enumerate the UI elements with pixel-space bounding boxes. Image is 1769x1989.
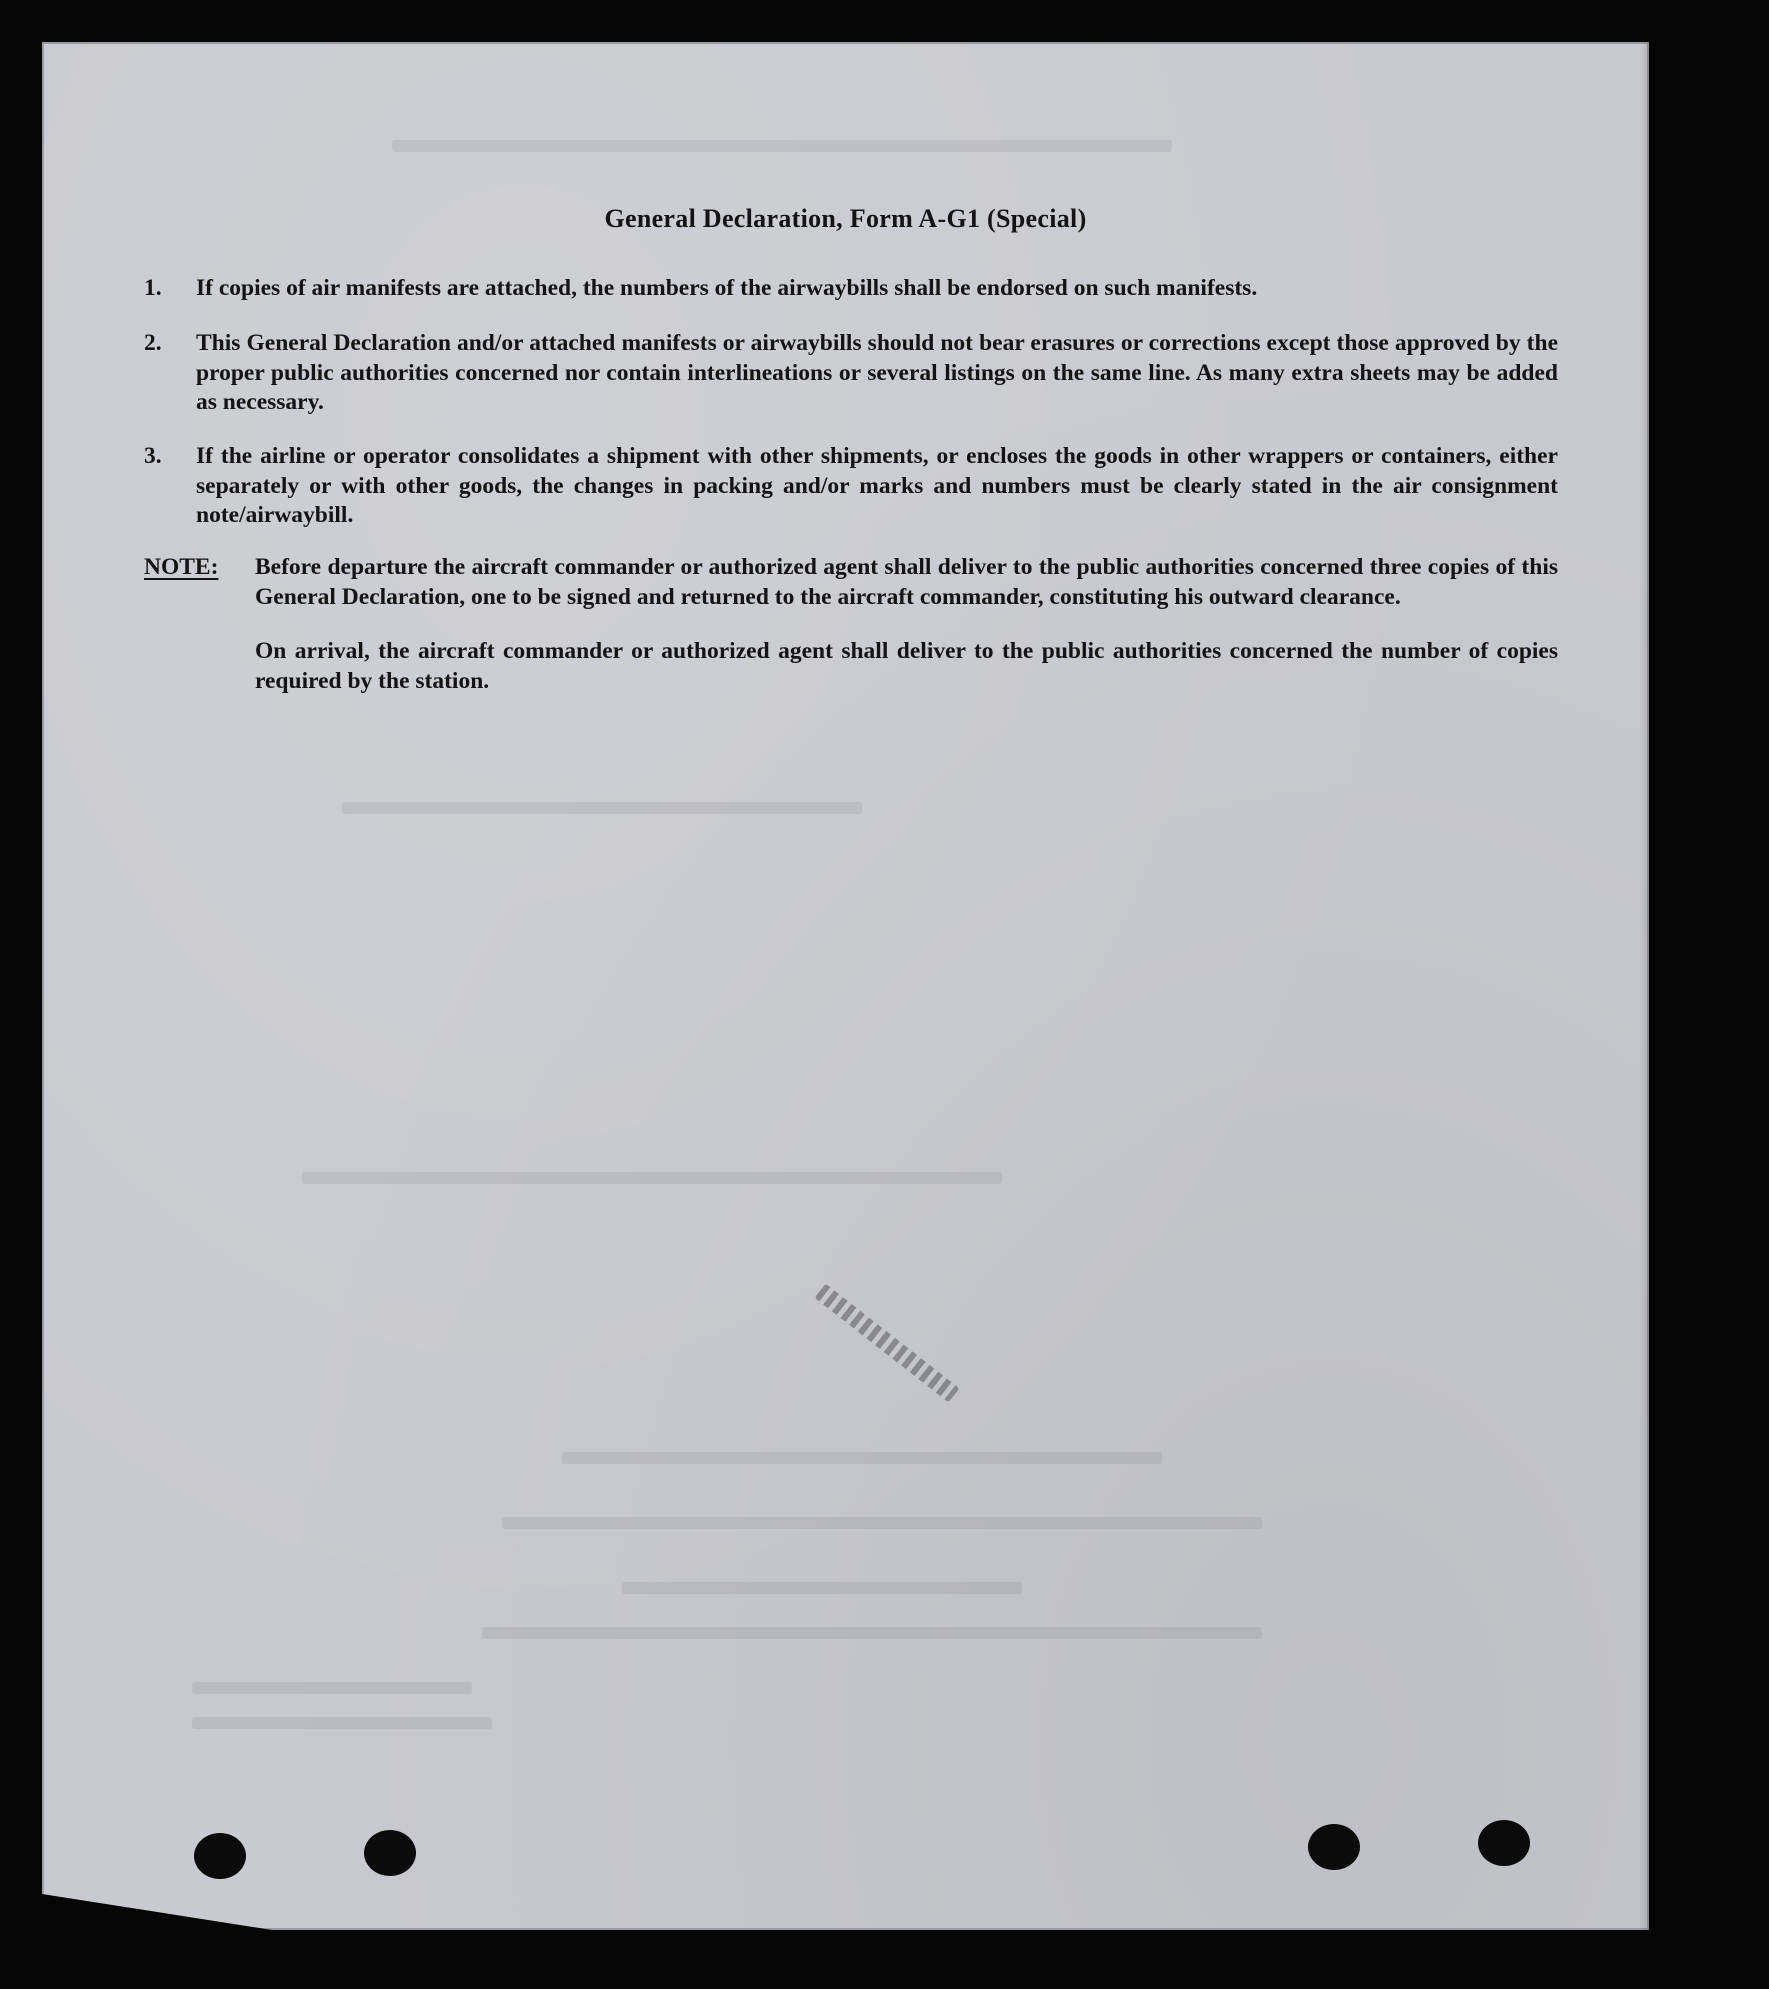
item-number: 2.: [144, 330, 162, 356]
bleed-through-mark: [502, 1517, 1262, 1529]
item-text: If copies of air manifests are attached, the numbers of the airwaybills shall be endorsed on such manifests.: [196, 275, 1258, 301]
instruction-item-2: [144, 329, 1558, 418]
item-text: This General Declaration and/or attached manifests or airwaybills should not bear erasures or corrections except those approved by the proper public authorities concerned nor contain interlineations or several listings on the same line. As many extra sheets may be added as necessary.: [196, 330, 1558, 415]
item-number: 1.: [144, 275, 162, 301]
page-edge-shadow: [1639, 42, 1649, 1930]
torn-corner: [42, 1880, 272, 1930]
page-title: General Declaration, Form A-G1 (Special): [604, 204, 1087, 233]
item-text: If the airline or operator consolidates a shipment with other shipments, or encloses the goods in other wrappers or containers, either separately or with other goods, the changes in packing and/or marks and numbers must be clearly stated in the air consignment note/airwaybill.: [196, 443, 1558, 528]
bleed-through-mark: [622, 1582, 1022, 1594]
bleed-through-mark: [392, 140, 1172, 152]
note-label: NOTE:: [144, 554, 219, 580]
note-section: [144, 553, 1558, 696]
instruction-item-3: [144, 442, 1558, 531]
punch-hole: [1308, 1824, 1360, 1870]
bleed-through-mark: [562, 1452, 1162, 1464]
instruction-item-1: [144, 274, 1558, 304]
note-paragraph-2: On arrival, the aircraft commander or authorized agent shall deliver to the public authorities concerned the number of copies required by the station.: [255, 638, 1558, 694]
faint-stamp-mark: [814, 1284, 959, 1403]
punch-hole: [194, 1833, 246, 1879]
bleed-through-mark: [302, 1172, 1002, 1184]
punch-hole: [1478, 1820, 1530, 1866]
bleed-through-mark: [342, 802, 862, 814]
note-paragraph-1: Before departure the aircraft commander or authorized agent shall deliver to the public authorities concerned three copies of this General Declaration, one to be signed and returned to the aircraft commander, constituting his outward clearance.: [255, 554, 1558, 610]
bleed-through-mark: [482, 1627, 1262, 1639]
document-page: [42, 42, 1649, 1930]
bleed-through-mark: [192, 1682, 472, 1694]
item-number: 3.: [144, 443, 162, 469]
bleed-through-mark: [192, 1717, 492, 1729]
punch-hole: [364, 1830, 416, 1876]
